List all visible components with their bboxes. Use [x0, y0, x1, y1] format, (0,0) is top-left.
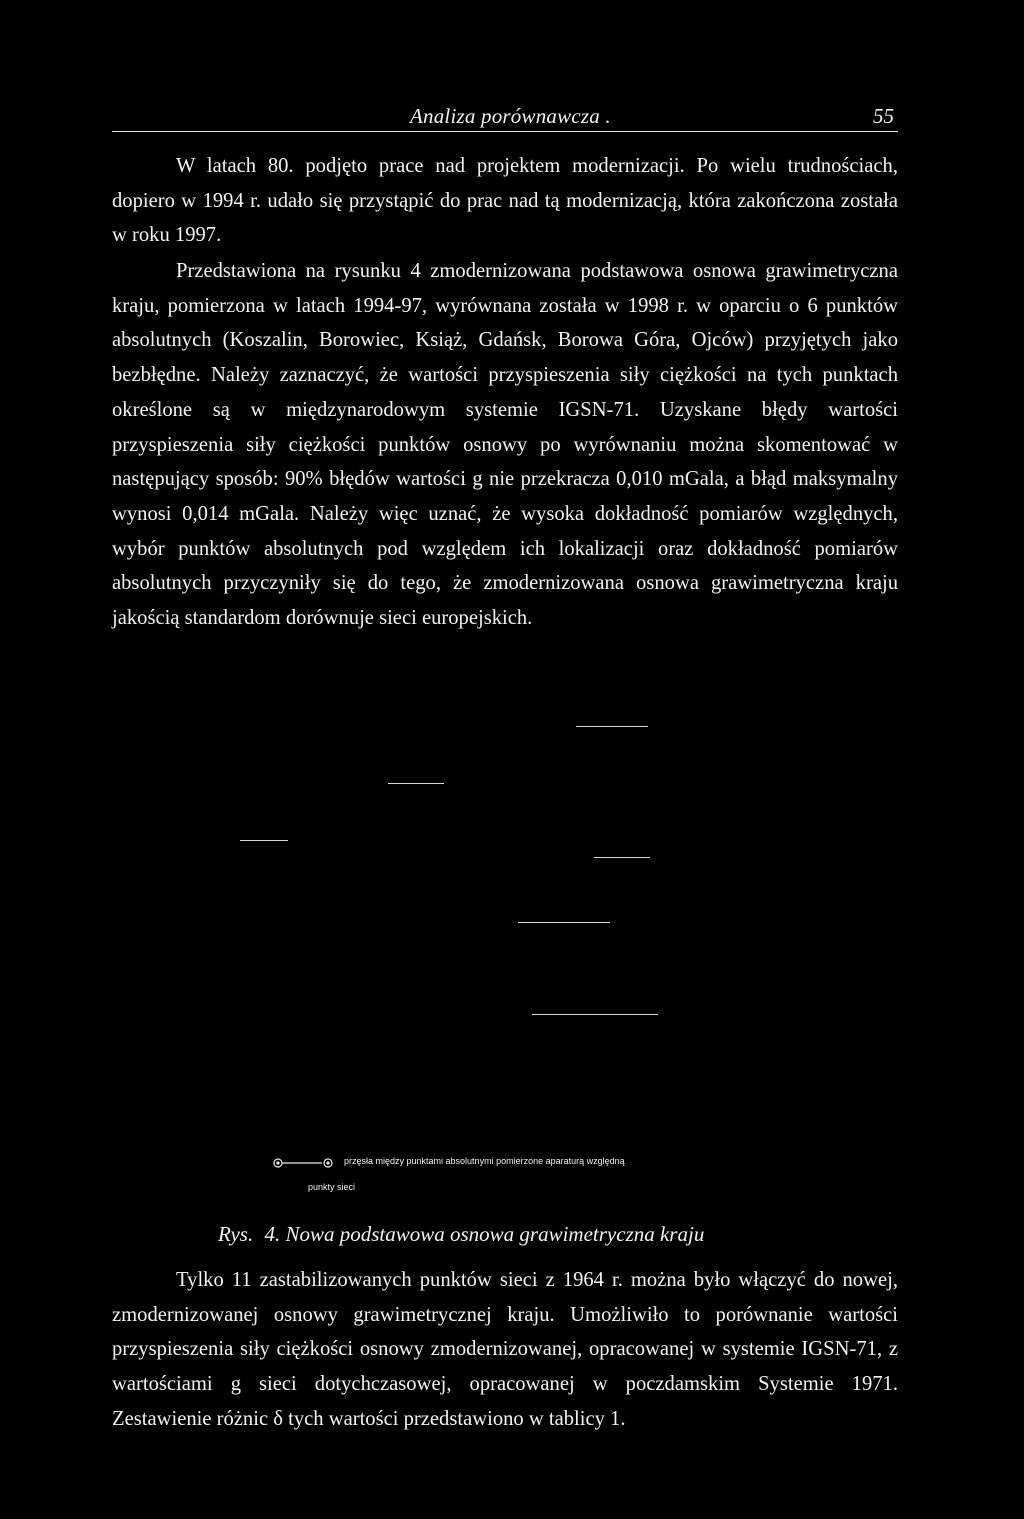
- figure-faint-line: [240, 840, 288, 841]
- figure-faint-line: [576, 726, 648, 727]
- figure-legend: [272, 1152, 832, 1212]
- page-number: 55: [873, 104, 894, 128]
- figure-faint-line: [594, 857, 650, 858]
- figure-faint-line: [532, 1014, 658, 1015]
- figure-gravimetric-network-map: [240, 700, 800, 1220]
- paragraph-3: Tylko 11 zastabilizowanych punktów sieci z 1964 r. można było włączyć do nowej, zmodernizowanej osnowy grawimetrycznej kraju. Umożliwiło to porównanie wartości przyspieszenia siły ciężkości osnowy zmodernizowanej, opracowanej w systemie IGSN-71, z wartościami g sieci dotychczasowej, opracowanej w poczdamskim Systemie 1971. Zestawienie różnic δ tych wartości przedstawiono w tablicy 1.: [112, 1269, 898, 1430]
- caption-label: Rys.: [218, 1222, 254, 1246]
- figure-faint-line: [388, 783, 444, 784]
- running-header: [112, 100, 898, 136]
- figure-caption: [218, 1222, 704, 1247]
- paragraph-2: Przedstawiona na rysunku 4 zmodernizowana podstawowa osnowa grawimetryczna kraju, pomierzona w latach 1994-97, wyrównana została w 1998 r. w oparciu o 6 punktów absolutnych (Koszalin, Borowiec, Książ, Gdańsk, Borowa Góra, Ojców) przyjętych jako bezbłędne. Należy zaznaczyć, że wartości przyspieszenia siły ciężkości na tych punktach określone są w międzynarodowym systemie IGSN-71. Uzyskane błędy wartości przyspieszenia siły ciężkości punktów osnowy po wyrównaniu można skomentować w następujący sposób: 90% błędów wartości g nie przekracza 0,010 mGala, a błąd maksymalny wynosi 0,014 mGala. Należy więc uznać, że wysoka dokładność pomiarów względnych, wybór punktów absolutnych pod względem ich lokalizacji oraz dokładność pomiarów absolutnych przyczyniły się do tego, że zmodernizowana osnowa grawimetryczna kraju jakością standardom dorównuje sieci europejskich.: [112, 260, 898, 630]
- legend-text-points: punkty sieci: [308, 1182, 356, 1192]
- caption-number: 4.: [264, 1222, 281, 1246]
- legend-text-spans: przęsła między punktami absolutnymi pomierzone aparaturą względną: [344, 1156, 625, 1166]
- legend-span-symbol-icon: [272, 1156, 336, 1170]
- caption-text: Nowa podstawowa osnowa grawimetryczna kraju: [285, 1222, 705, 1246]
- header-title: Analiza porównawcza .: [410, 104, 611, 128]
- figure-faint-line: [518, 922, 610, 923]
- header-rule: [112, 131, 898, 132]
- paragraph-1: W latach 80. podjęto prace nad projektem modernizacji. Po wielu trudnościach, dopiero w 1994 r. udało się przystąpić do prac nad tą modernizacją, która zakończona została w roku 1997.: [112, 155, 898, 247]
